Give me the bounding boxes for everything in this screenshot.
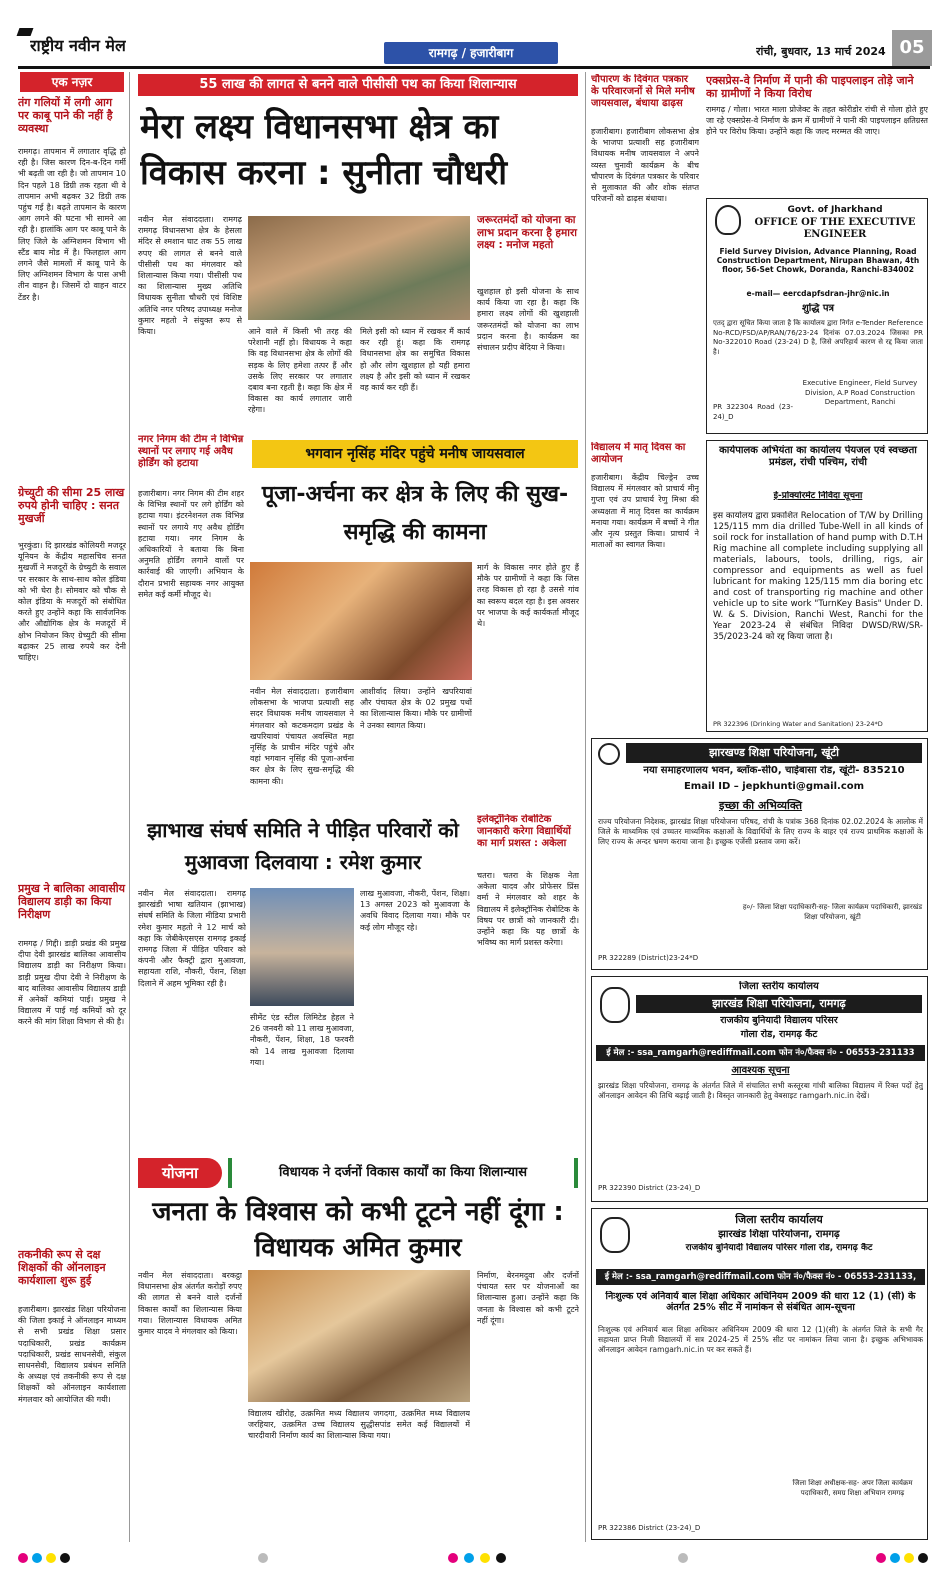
ad1-subhead: शुद्धि पत्र xyxy=(801,303,835,314)
masthead-rule xyxy=(18,66,930,69)
ad3-subhead: इच्छा की अभिव्यक्ति xyxy=(718,799,803,812)
story4-kicker: विधायक ने दर्जनों विकास कार्यों का किया शिलान्यास xyxy=(228,1158,578,1188)
registration-mark-icon xyxy=(480,1553,490,1563)
ad4-sub1: राजकीय बुनियादी विद्यालय परिसर xyxy=(720,1015,838,1026)
left-column xyxy=(18,72,126,1542)
emblem-icon xyxy=(598,743,620,765)
ad1-email: e-mail— eercdapfsdran-jhr@nic.in xyxy=(746,289,890,298)
story4-tag: योजना xyxy=(138,1158,222,1188)
ad3-sign: ह०/- जिला शिक्षा पदाधिकारी-सह- जिला कार्यक्रम पदाधिकारी, झारखंड शिक्षा परियोजना, खूंटी xyxy=(742,903,923,921)
ad2-pr: PR 322396 (Drinking Water and Sanitation) 23-24*D xyxy=(713,720,883,728)
registration-mark-icon xyxy=(496,1553,506,1563)
story2-side-text: हजारीबाग। नगर निगम की टीम शहर के विभिन्न स्थानों पर लगे होर्डिंग को हटाया गया। इंटरनेशनल तक विभिन्न स्थानों पर लगाये गए अवैध होर्डिंग हटाया गया। नगर निगम के अधिकारियों ने बताया कि बिना अनुमति होर्डिंग लगाने वालों पर कार्रवाई की जाएगी। अभियान के दौरान प्रभारी सहायक नगर आयुक्त समेत कई कर्मी मौजूद थे। xyxy=(138,489,244,599)
registration-mark-icon xyxy=(918,1553,928,1563)
left-headline-3: प्रमुख ने बालिका आवासीय विद्यालय डाड़ी का किया निरीक्षण xyxy=(18,882,126,922)
story1-photo xyxy=(248,216,470,320)
ad3-pr: PR 322289 (District)23-24*D xyxy=(598,954,699,962)
ad1-dept: Field Survey Division, Advance Planning, Road Construction Department, Nirupan Bhawan, 4th floor, 56-Set Chowk, Doranda, Ranchi-834002 xyxy=(716,247,920,274)
ad2-body: इस कार्यालय द्वारा प्रकाशित Relocation of T/W by Drilling 125/115 mm dia drilled Tube-Well in all kinds of soil rock for installation of hand pump with D.T.H Rig machine all complete including supplying all materials, labours, tools, drilling, rigs, air compressor and equipments as well as fuel lubricant for making 125/115 mm dia boring etc and cost of transporting rig machine and other vehicle up to site work "TurnKey Basis" Under D. W. & S. Division, Ranchi West, Ranchi for the Year 2023-24 से संबंधित निविदा DWSD/RW/SR-35/2023-24 को रद्द किया जाता है। xyxy=(713,511,923,642)
ad4-top: जिला स्तरीय कार्यालय xyxy=(739,981,819,992)
right-side-text: हजारीबाग। केंद्रीय चिल्ड्रेन उच्च विद्यालय में मंगलवार को प्राचार्य मीनू गुप्ता एवं उप प्राचार्य रेणु मिश्रा की अध्यक्षता में मातृ दिवस का कार्यक्रम मनाया गया। कार्यक्रम में बच्चों ने गीत और नृत्य प्रस्तुत किया। प्राचार्य ने माताओं का स्वागत किया। xyxy=(591,473,699,550)
story4-photo xyxy=(248,1270,470,1402)
story4-body-1: नवीन मेल संवाददाता। बरकट्ठा विधानसभा क्षेत्र अंतर्गत करोड़ों रुपए की लागत से बनने वाले दर्जनों विकास कार्यों का शिलान्यास किया गया। शिलान्यास विधायक अमित कुमार यादव ने मंगलवार को किया। xyxy=(138,1271,242,1337)
left-text-3: रामगढ़ / गिद्दी। डाड़ी प्रखंड की प्रमुख दीपा देवी झारखंड बालिका आवासीय विद्यालय डाड़ी का निरीक्षण किया। डाड़ी प्रमुख दीपा देवी ने निरीक्षण के बाद बालिका आवासीय विद्यालय डाड़ी में अनेकों कमियां पाई। प्रमुख ने विद्यालय में पाई गई कमियों को दूर करने की मांग शिक्षा विभाग से की है। xyxy=(18,939,126,1027)
newspaper-name: राष्ट्रीय नवीन मेल xyxy=(30,36,126,55)
ad5-pr: PR 322386 District (23-24)_D xyxy=(598,1524,701,1532)
ad4-head: झारखंड शिक्षा परियोजना, रामगढ़ xyxy=(636,995,922,1013)
ad-khunti-education xyxy=(591,738,928,970)
story3-photo xyxy=(250,888,354,1006)
left-text-4: हजारीबाग। झारखंड शिक्षा परियोजना की जिला इकाई ने ऑनलाइन माध्यम से सभी प्रखंड शिक्षा प्रसार पदाधिकारी, प्रखंड कार्यक्रम पदाधिकारी, प्रखंड साधनसेवी, संकुल साधनसेवी, विद्यालय प्रबंधन समिति के अध्यक्ष एवं तकनीकी रूप से दक्ष शिक्षकों को ऑनलाइन कार्यशाला मंगलवार को आयोजित की गयी। xyxy=(18,1305,126,1404)
ad4-body: झारखंड शिक्षा परियोजना, रामगढ़ के अंतर्गत जिले में संचालित सभी कस्तूरबा गांधी बालिका विद्यालय में रिक्त पदों हेतु ऑनलाइन आवेदन की तिथि बढ़ाई जाती है। विस्तृत जानकारी हेतु वेबसाइट ramgarh.nic.in देखें। xyxy=(598,1081,923,1100)
ad5-sub1: राजकीय बुनियादी विद्यालय परिसर गोला रोड, रामगढ़ कैंट xyxy=(685,1243,873,1253)
left-text-1: रामगढ़। तापमान में लगातार वृद्धि हो रही है। जिस कारण दिन-ब-दिन गर्मी भी बढ़ती जा रही है। जो तापमान 10 दिन पहले 18 डिग्री तक रहता थी वे तापमान अभी बढ़कर 32 डिग्री तक पहुंच गई है। बढ़ते तापमान के कारण आग लगने की घटना भी सामने आ रही है। हालांकि आग पर काबू पाने के लिए जिले के अग्निशमन विभाग भी स्टैंड बाय मोड में है। फिलहाल आग लगने जैसे मामलों में काबू पाने के लिए अग्निशमन विभाग के पास अभी तीन वाहन है। जिसमें दो वाहन वाटर टेंडर है। xyxy=(18,147,126,302)
divider xyxy=(585,72,586,1542)
registration-mark-icon xyxy=(60,1553,70,1563)
story3-side-headline: इलेक्ट्रॉनिक रोबोटिक जानकारी करेगा विद्यार्थियों का मार्ग प्रशस्त : अकेला xyxy=(477,814,571,849)
ad-road-construction xyxy=(706,198,928,434)
ad3-address: नया समाहरणालय भवन, ब्लॉक-सी0, चाईबासा रोड, खूंटी- 835210 xyxy=(643,765,905,776)
divider xyxy=(129,72,130,1542)
ad-ramgarh-education-notice xyxy=(591,976,928,1202)
story4-body-2: विद्यालय खीरोह, उत्क्रमित मध्य विद्यालय जगदगा, उत्क्रमित मध्य विद्यालय जरहियार, उत्क्रमित उच्च विद्यालय सुद्धीसपांड समेत कई विद्यालयों में चारदीवारी निर्माण कार्य का शिलान्यास किया गया। xyxy=(248,1409,470,1441)
masthead xyxy=(0,0,945,66)
ad1-office: OFFICE OF THE EXECUTIVE ENGINEER xyxy=(754,217,916,240)
story1-body-1: नवीन मेल संवाददाता। रामगढ़ रामगढ़ विधानसभा क्षेत्र के हेसला मंदिर से श्मशान घाट तक 55 लाख रुपए की लागत से बनने वाले पीसीसी पथ का मंगलवार को शिलान्यास किया गया। पीसीसी पथ का शिलान्यास मुख्य अतिथि विधायक सुनीता चौधरी एवं विशिष्ट अतिथि नगर परिषद उपाध्यक्ष मनोज कुमार महतो ने संयुक्त रूप से किया। xyxy=(138,215,242,337)
story3-headline: झाभाख संघर्ष समिति ने पीड़ित परिवारों को मुआवजा दिलवाया : रमेश कुमार xyxy=(147,818,459,874)
emblem-icon xyxy=(715,205,741,235)
story2-body-2: आशीर्वाद लिया। उन्होंने खपरियावां और पंचायत क्षेत्र के 02 प्रमुख पथों का शिलान्यास किया। मौके पर ग्रामीणों ने उनका स्वागत किया। xyxy=(360,687,472,730)
ad5-body: निःशुल्क एवं अनिवार्य बाल शिक्षा अधिकार अधिनियम 2009 की धारा 12 (1)(सी) के अंतर्गत जिले के सभी गैर सहायता प्राप्त निजी विद्यालयों में सत्र 2024-25 में 25% सीट पर नामांकन लिया जाना है। इच्छुक अभिभावक ऑनलाइन आवेदन ramgarh.nic.in पर कर सकते हैं। xyxy=(598,1325,923,1354)
registration-mark-icon xyxy=(876,1553,886,1563)
left-text-2: भुरकुंडा। दि झारखंड कोलियरी मजदूर यूनियन के केंद्रीय महासचिव सनत मुखर्जी ने मजदूरों के ग्रेच्युटी के सवाल पर सरकार के साथ-साथ कोल इंडिया को भी घेरा है। सोमवार को चौक से कोल इंडिया के मजदूरों को संबोधित करते हुए उन्होंने कहा कि सार्वजनिक और औद्योगिक क्षेत्र के मजदूरों में क्षोभ नियोजन किए ग्रेच्युटी की सीमा बढ़ाकर 25 लाख रुपये कर देनी चाहिए। xyxy=(18,541,126,663)
ek-nazar-tag: एक नज़र xyxy=(20,72,124,92)
ad5-top: जिला स्तरीय कार्यालय xyxy=(735,1213,823,1226)
ad3-head: झारखण्ड शिक्षा परियोजना, खूंटी xyxy=(626,743,922,763)
right-headline-2: एक्सप्रेस-वे निर्माण में पानी की पाइपलाइन तोड़े जाने का ग्रामीणों ने किया विरोध xyxy=(706,74,914,101)
left-headline-1: तंग गलियों में लगी आग पर काबू पाने की नहीं है व्यवस्था xyxy=(18,96,113,136)
story1-body-2: आने वाले में किसी भी तरह की परेशानी नहीं हो। विधायक ने कहा कि वह विधानसभा क्षेत्र के लोगों की सड़क के लिए हमेशा तत्पर हैं और उसके लिए सरकार पर लगातार दबाव बना रहती है। कहा कि क्षेत्र में विकास का कार्य लगातार जारी रहेगा। xyxy=(248,327,352,415)
ad-rte-notice xyxy=(591,1208,928,1540)
story2-body-1: नवीन मेल संवाददाता। हजारीबाग लोकसभा के भाजपा प्रत्याशी सह सदर विधायक मनीष जायसवाल ने मंगलवार को कटकमदाग प्रखंड के खपरियावां पंचायत अवस्थित महा नृसिंह के प्राचीन मंदिर पहुंचे और वहां भगवान नृसिंह की पूजा-अर्चना कर क्षेत्र के लिए सुख-समृद्धि की कामना की। xyxy=(250,687,354,786)
story3-body-3: लाख मुआवजा, नौकरी, पेंशन, शिक्षा। 13 अगस्त 2023 को मुआवजा के अवधि विवाद दिलाया गया। मौके पर कई लोग मौजूद रहे। xyxy=(360,889,470,932)
registration-mark-icon xyxy=(904,1553,914,1563)
ad4-subhead: आवश्यक सूचना xyxy=(731,1065,790,1076)
story3-side-text: चतरा। चतरा के शिक्षक नेता अकेला यादव और प्रोफेसर प्रिंस वर्मा ने मंगलवार को शहर के विद्यालय में इलेक्ट्रॉनिक रोबोटिक के विषय पर छात्रों को जानकारी दी। उन्होंने कहा कि यह छात्रों के भविष्य का मार्ग प्रशस्त करेगा। xyxy=(477,871,579,948)
ad5-subhead: निःशुल्क एवं अनिवार्य बाल शिक्षा अधिकार अधिनियम 2009 की धारा 12 (1) (सी) के अंतर्गत 25% सीट में नामांकन से संबंधित आम-सूचना xyxy=(605,1291,916,1314)
registration-mark-icon xyxy=(890,1553,900,1563)
story2-photo xyxy=(250,562,472,680)
story2-kicker: भगवान नृसिंह मंदिर पहुंचे मनीष जायसवाल xyxy=(252,440,578,468)
story1-kicker: 55 लाख की लागत से बनने वाले पीसीसी पथ का किया शिलान्यास xyxy=(138,74,578,96)
story2-side-headline: नगर निगम की टीम ने विभिन्न स्थानों पर लगाए गई अवैध होर्डिंग को हटाया xyxy=(138,434,244,469)
story1-pullquote: जरूरतमंदों को योजना का लाभ प्रदान करना है हमारा लक्ष्य : मनोज महतो xyxy=(477,214,578,252)
registration-mark-icon xyxy=(18,1553,28,1563)
registration-mark-icon xyxy=(448,1553,458,1563)
left-headline-2: ग्रेच्युटी की सीमा 25 लाख रुपये होनी चाहिए : सनत मुखर्जी xyxy=(18,486,125,526)
story1-headline: मेरा लक्ष्य विधानसभा क्षेत्र का विकास करना : सुनीता चौधरी xyxy=(140,107,508,193)
emblem-icon xyxy=(600,1217,630,1253)
ad3-email: Email ID – jepkhunti@gmail.com xyxy=(683,781,865,792)
ad1-govt: Govt. of Jharkhand xyxy=(787,205,883,215)
story1-body-3: मिले इसी को ध्यान में रखकर मैं कार्य कर रही हूं। कहा कि रामगढ़ विधानसभा क्षेत्र का समुचित विकास हो और लोग खुशहाल हो यही हमारा लक्ष्य है और इसी को ध्यान में रखकर वह कार्य कर रही हैं। xyxy=(360,327,470,393)
registration-mark-icon xyxy=(464,1553,474,1563)
ad3-body: राज्य परियोजना निदेशक, झारखंड शिक्षा परियोजना परिषद, रांची के पत्रांक 368 दिनांक 02.02.2024 के आलोक में जिले के माध्यमिक एवं उच्चतर माध्यमिक कक्षाओं के विद्यार्थियों के लिए राज्य के बाहर एवं राज्य प्राथमिक कक्षाओं के लिए राज्य के अन्दर भ्रमण कराया जाना है। इच्छुक एजेंसी प्रस्ताव जमा करें। xyxy=(598,817,923,846)
story2-headline: पूजा-अर्चना कर क्षेत्र के लिए की सुख-समृद्धि की कामना xyxy=(261,482,569,545)
right-text-1: हजारीबाग। हजारीबाग लोकसभा क्षेत्र के भाजपा प्रत्याशी सह हजारीबाग विधायक मनीष जायसवाल ने अपने व्यस्त चुनावी कार्यक्रम के बीच चौपारण के दिवंगत पत्रकार के परिवार से मुलाकात की और शोक संतप्त परिजनों को ढाढ़स बंधाया। xyxy=(591,127,699,204)
story3-body-1: नवीन मेल संवाददाता। रामगढ़ झारखंडी भाषा खतियान (झाभाख) संघर्ष समिति के जिला मीडिया प्रभारी रमेश कुमार महतो ने 12 मार्च को कहा कि जेबीकेएसएस रामगढ़ इकाई रामगढ़ जिला में पीड़ित परिवार को कंपनी और फैक्ट्री द्वारा मुआवजा, सहायता राशि, नौकरी, पेंशन, शिक्षा दिलाने में अहम भूमिका रही है। xyxy=(138,889,246,988)
ad2-subhead: ई-प्रोक्योरमेंट निविदा सूचना xyxy=(773,491,863,501)
right-text-2: रामगढ़ / गोला। भारत माला प्रोजेक्ट के तहत कोरीडोर रांची से गोला होते हुए जा रहे एक्सप्रेस-वे निर्माण के क्रम में ग्रामीणों ने पानी की पाइपलाइन क्षतिग्रस्त होने पर विरोध किया। उन्होंने कहा कि जल्द मरम्मत की जाए। xyxy=(706,105,928,137)
story2-body-3: मार्ग के विकास नगर होते हुए हैं मौके पर ग्रामीणों ने कहा कि जिस तरह विकास हो रहा है उससे गांव का स्वरूप बदल रहा है। इस अवसर पर भाजपा के कई कार्यकर्ता मौजूद थे। xyxy=(477,563,579,629)
ad5-head: झारखंड शिक्षा परियोजना, रामगढ़ xyxy=(718,1229,840,1240)
registration-mark-icon xyxy=(46,1553,56,1563)
story3-body-2: सीमेंट एंड स्टील लिमिटेड हेहल ने 26 जनवरी को 11 लाख मुआवजा, नौकरी, पेंशन, शिक्षा, 18 फरवरी को 14 लाख मुआवजा दिलाया गया। xyxy=(250,1013,354,1067)
section-band: रामगढ़ / हजारीबाग xyxy=(384,42,558,64)
story4-headline: जनता के विश्वास को कभी टूटने नहीं दूंगा : विधायक अमित कुमार xyxy=(152,1197,564,1263)
issue-date: रांची, बुधवार, 13 मार्च 2024 xyxy=(756,45,886,58)
ad-drinking-water xyxy=(706,440,928,732)
story1-body-4: खुशहाल हो इसी योजना के साथ कार्य किया जा रहा है। कहा कि हमारा लक्ष्य लोगों की खुशहाली जरूरतमंदों को योजना का लाभ प्रदान करना है। कार्यक्रम का संचालन प्रदीप बेदिया ने किया। xyxy=(477,287,579,353)
registration-mark-icon xyxy=(32,1553,42,1563)
left-headline-4: तकनीकी रूप से दक्ष शिक्षकों की ऑनलाइन कार्यशाला शुरू हुई xyxy=(18,1248,106,1288)
ad4-email: ई मेल :- ssa_ramgarh@rediffmail.com फोन नं०/फैक्स नं० - 06553-231133 xyxy=(596,1045,925,1061)
ad1-pr: PR 322304 Road (23-24)_D xyxy=(713,403,793,421)
page-number: 05 xyxy=(892,30,932,66)
registration-mark-icon xyxy=(678,1553,688,1563)
right-side-headline: विद्यालय में मातृ दिवस का आयोजन xyxy=(591,442,686,465)
ad1-sign: Executive Engineer, Field Survey Division, A.P Road Construction Department, Ranchi xyxy=(802,379,918,406)
ad2-head: कार्यपालक अभियंता का कार्यालय पेयजल एवं स्वच्छता प्रमंडल, रांची पश्चिम, रांची xyxy=(719,445,917,468)
ad5-email: ई मेल :- ssa_ramgarh@rediffmail.com फोन नं०/फैक्स नं० - 06553-231133, xyxy=(596,1269,925,1285)
ad1-body: एतद् द्वारा सूचित किया जाता है कि कार्यालय द्वारा निर्गत e-Tender Reference No-RCD/FSD/AP/RAN/76/23-24 दिनांक 07.03.2024 जिसका PR No-322010 Road (23-24) D है, जिसे अपरिहार्य कारण से रद्द किया जाता है। xyxy=(713,319,923,356)
print-registration-strip xyxy=(18,1552,930,1564)
registration-mark-icon xyxy=(258,1553,268,1563)
emblem-icon xyxy=(600,987,630,1023)
ad5-sign: जिला शिक्षा अधीक्षक-सह- अपर जिला कार्यक्रम पदाधिकारी, समग्र शिक्षा अभियान रामगढ़ xyxy=(792,1479,913,1497)
ad4-pr: PR 322390 District (23-24)_D xyxy=(598,1184,701,1192)
ad4-sub2: गोला रोड, रामगढ़ कैंट xyxy=(740,1029,818,1040)
right-headline-1: चौपारण के दिवंगत पत्रकार के परिवारजनों से मिले मनीष जायसवाल, बंधाया ढाढ़स xyxy=(591,74,695,109)
story4-body-3: निर्माण, बेरनमदुवा और दर्जनों पंचायत स्तर पर योजनाओं का शिलान्यास हुआ। उन्होंने कहा कि जनता के विश्वास को कभी टूटने नहीं दूंगा। xyxy=(477,1271,579,1325)
